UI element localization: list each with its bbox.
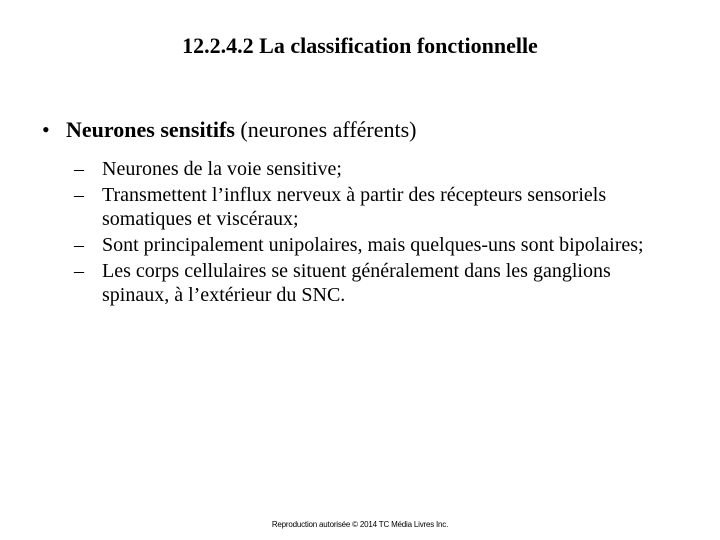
sub-bullet-text: Les corps cellulaires se situent généralement dans les ganglions spinaux, à l’extérieur du SNC. — [102, 260, 611, 306]
sub-bullet-text: Sont principalement unipolaires, mais quelques-uns sont bipolaires; — [102, 234, 644, 256]
sub-bullet-item — [74, 183, 674, 231]
sub-bullet-text: Neurones de la voie sensitive; — [102, 158, 342, 180]
dash-marker: – — [74, 184, 84, 206]
main-bullet-normal-text: (neurones afférents) — [234, 117, 417, 142]
copyright-footer: Reproduction autorisée © 2014 TC Média Livres Inc. — [271, 520, 449, 529]
sub-bullet-item — [74, 233, 674, 257]
sub-bullet-text: Transmettent l’influx nerveux à partir des récepteurs sensoriels somatiques et viscéraux; — [102, 184, 607, 230]
sub-bullet-item — [74, 259, 674, 307]
dash-marker: – — [74, 260, 84, 282]
dash-marker: – — [74, 234, 84, 256]
sub-bullet-item — [74, 157, 674, 181]
dash-marker: – — [74, 158, 84, 180]
bullet-marker: • — [42, 117, 50, 142]
slide-title: 12.2.4.2 La classification fonctionnelle — [182, 33, 538, 58]
main-bullet — [42, 116, 682, 144]
main-bullet-bold-text: Neurones sensitifs — [66, 117, 235, 142]
sub-bullet-list — [74, 157, 674, 309]
